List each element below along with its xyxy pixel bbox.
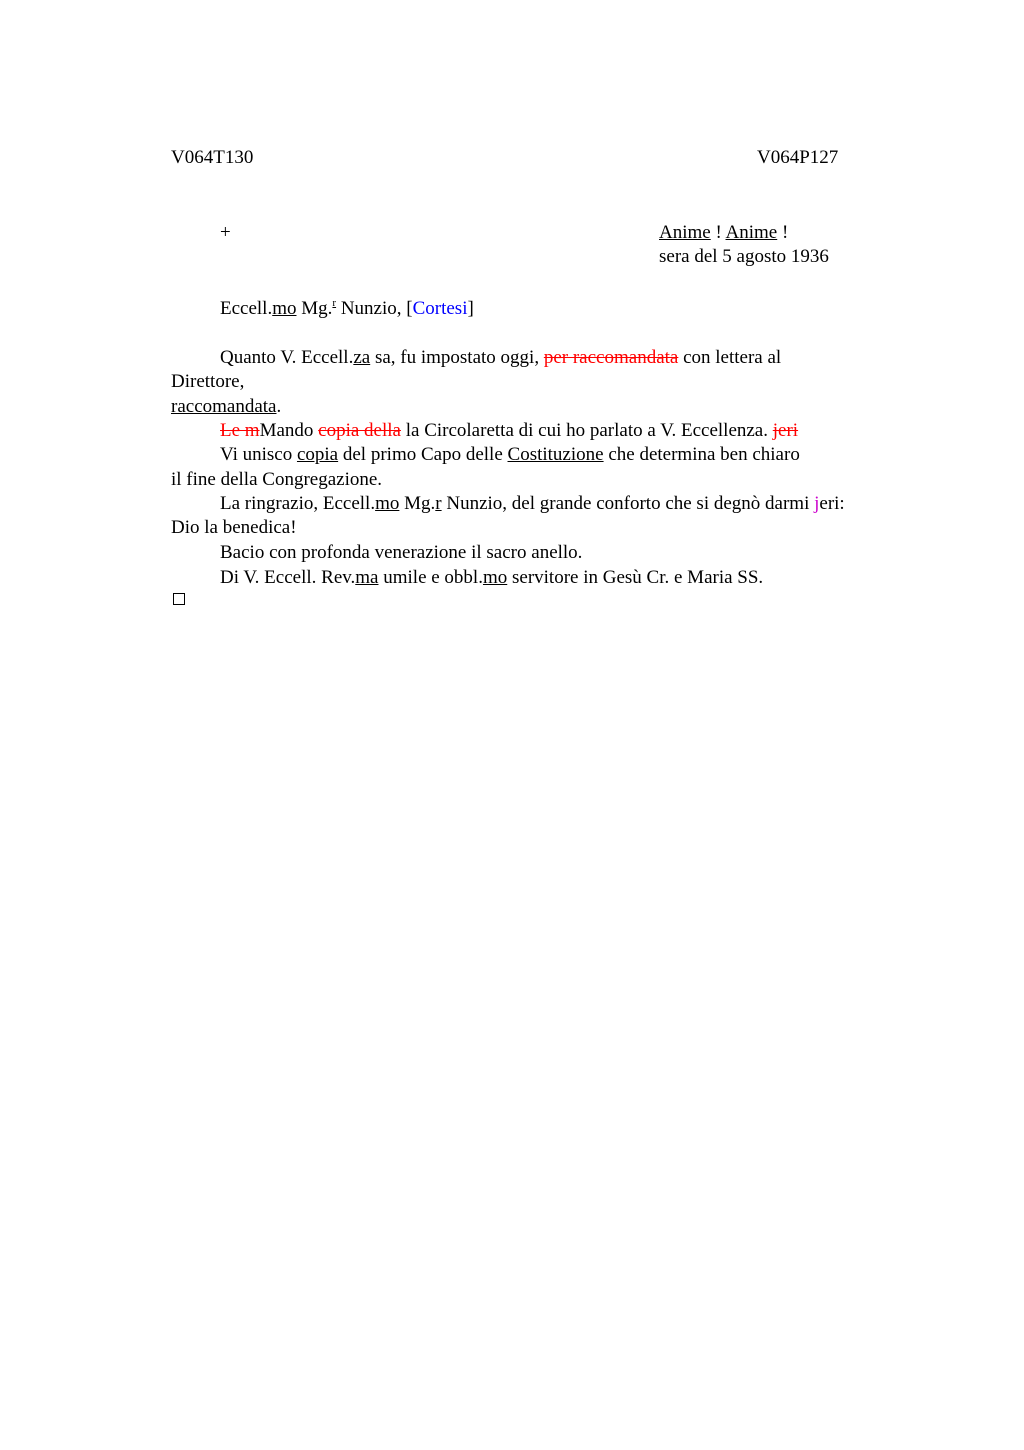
salutation: Eccell.mo Mg.$^r$ Nunzio, [Cortesi] [220,297,474,319]
deleted-text: per raccomandata [543,347,679,368]
paragraph-4-line-2: Dio la benedica! [171,517,297,538]
motto-word-2: Anime [725,222,778,243]
paragraph-3-line-2: il fine della Congregazione. [171,469,383,490]
paragraph-1-line-2: Direttore, [171,371,245,392]
paragraph-1-line-3: raccomandata. [171,396,282,417]
letter-date: sera del 5 agosto 1936 [659,246,829,267]
end-box-marker [173,593,185,605]
recipient-name: Cortesi [412,298,468,319]
deleted-text: Le m [220,420,260,441]
motto-word-1: Anime [659,222,711,243]
deleted-text: copia della [318,420,401,441]
motto: Anime ! Anime ! [659,222,789,243]
deleted-text: jeri [772,420,799,441]
cross-mark: + [220,222,231,243]
paragraph-3-line-1: Vi unisco copia del primo Capo delle Costituzione che determina ben chiaro [220,444,800,465]
inserted-letter: j [814,493,820,514]
paragraph-4-line-1: La ringrazio, Eccell.mo Mg.r Nunzio, del grande conforto che si degnò darmi jeri: [220,493,845,514]
closing-line: Di V. Eccell. Rev.ma umile e obbl.mo servitore in Gesù Cr. e Maria SS. [220,567,764,588]
document-code-left: V064T130 [171,147,254,168]
paragraph-2: Le mMando copia della la Circolaretta di cui ho parlato a V. Eccellenza. jeri [220,420,799,441]
paragraph-1-line-1: Quanto V. Eccell.za sa, fu impostato oggi, per raccomandata con lettera al [220,347,782,368]
paragraph-5: Bacio con profonda venerazione il sacro anello. [220,542,583,563]
document-code-right: V064P127 [757,147,839,168]
